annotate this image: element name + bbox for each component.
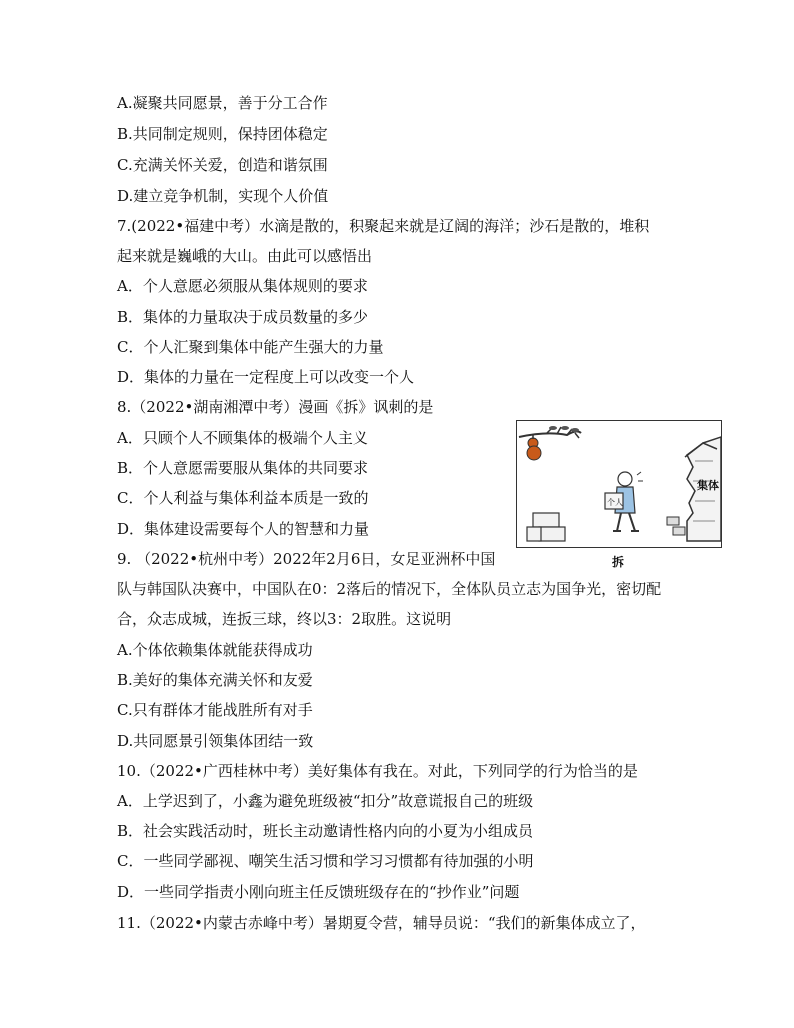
q8-option-c: C．个人利益与集体利益本质是一致的	[117, 489, 369, 507]
q7-option-d: D．集体的力量在一定程度上可以改变一个人	[117, 368, 415, 386]
q10-option-b: B．社会实践活动时，班长主动邀请性格内向的小夏为小组成员	[117, 822, 534, 840]
q9-stem-line3: 合，众志成城，连扳三球，终以3：2取胜。这说明	[117, 610, 452, 628]
q7-option-b: B．集体的力量取决于成员数量的多少	[117, 308, 369, 326]
q9-option-b: B.美好的集体充满关怀和友爱	[117, 671, 313, 689]
q8-option-b: B．个人意愿需要服从集体的共同要求	[117, 459, 369, 477]
cartoon-caption: 拆	[612, 555, 625, 569]
cartoon-drawing	[517, 421, 721, 547]
q6-option-c: C.充满关怀关爱，创造和谐氛围	[117, 156, 328, 174]
q6-option-b: B.共同制定规则，保持团体稳定	[117, 125, 328, 143]
q7-stem-line1: 7.(2022•福建中考）水滴是散的，积聚起来就是辽阔的海洋；沙石是散的，堆积	[117, 217, 650, 235]
q8-option-d: D．集体建设需要每个人的智慧和力量	[117, 520, 370, 538]
q9-stem-line1: 9. （2022•杭州中考）2022年2月6日，女足亚洲杯中国	[117, 550, 496, 568]
cartoon-illustration	[516, 420, 722, 548]
q11-stem: 11.（2022•内蒙古赤峰中考）暑期夏令营，辅导员说：“我们的新集体成立了，	[117, 914, 646, 932]
q8-stem: 8.（2022•湖南湘潭中考）漫画《拆》讽刺的是	[117, 398, 434, 416]
q8-option-a: A．只顾个人不顾集体的极端个人主义	[117, 429, 368, 447]
q10-option-d: D．一些同学指责小刚向班主任反馈班级存在的“抄作业”问题	[117, 883, 520, 901]
q6-option-d: D.建立竞争机制，实现个人价值	[117, 187, 329, 205]
q9-option-c: C.只有群体才能战胜所有对手	[117, 701, 313, 719]
q10-option-a: A．上学迟到了，小鑫为避免班级被“扣分”故意谎报自己的班级	[117, 792, 534, 810]
person-label: 个人	[607, 498, 623, 507]
q10-option-c: C．一些同学鄙视、嘲笑生活习惯和学习习惯都有待加强的小明	[117, 852, 534, 870]
q6-option-a: A.凝聚共同愿景，善于分工合作	[117, 94, 328, 112]
q10-stem: 10.（2022•广西桂林中考）美好集体有我在。对此，下列同学的行为恰当的是	[117, 762, 638, 780]
q7-option-a: A．个人意愿必须服从集体规则的要求	[117, 277, 368, 295]
q9-option-a: A.个体依赖集体就能获得成功	[117, 641, 313, 659]
q9-stem-line2: 队与韩国队决赛中，中国队在0：2落后的情况下，全体队员立志为国争光，密切配	[117, 580, 662, 598]
q7-option-c: C．个人汇聚到集体中能产生强大的力量	[117, 338, 384, 356]
q9-option-d: D.共同愿景引领集体团结一致	[117, 732, 314, 750]
q7-stem-line2: 起来就是巍峨的大山。由此可以感悟出	[117, 247, 373, 265]
building-label: 集体	[697, 479, 719, 492]
